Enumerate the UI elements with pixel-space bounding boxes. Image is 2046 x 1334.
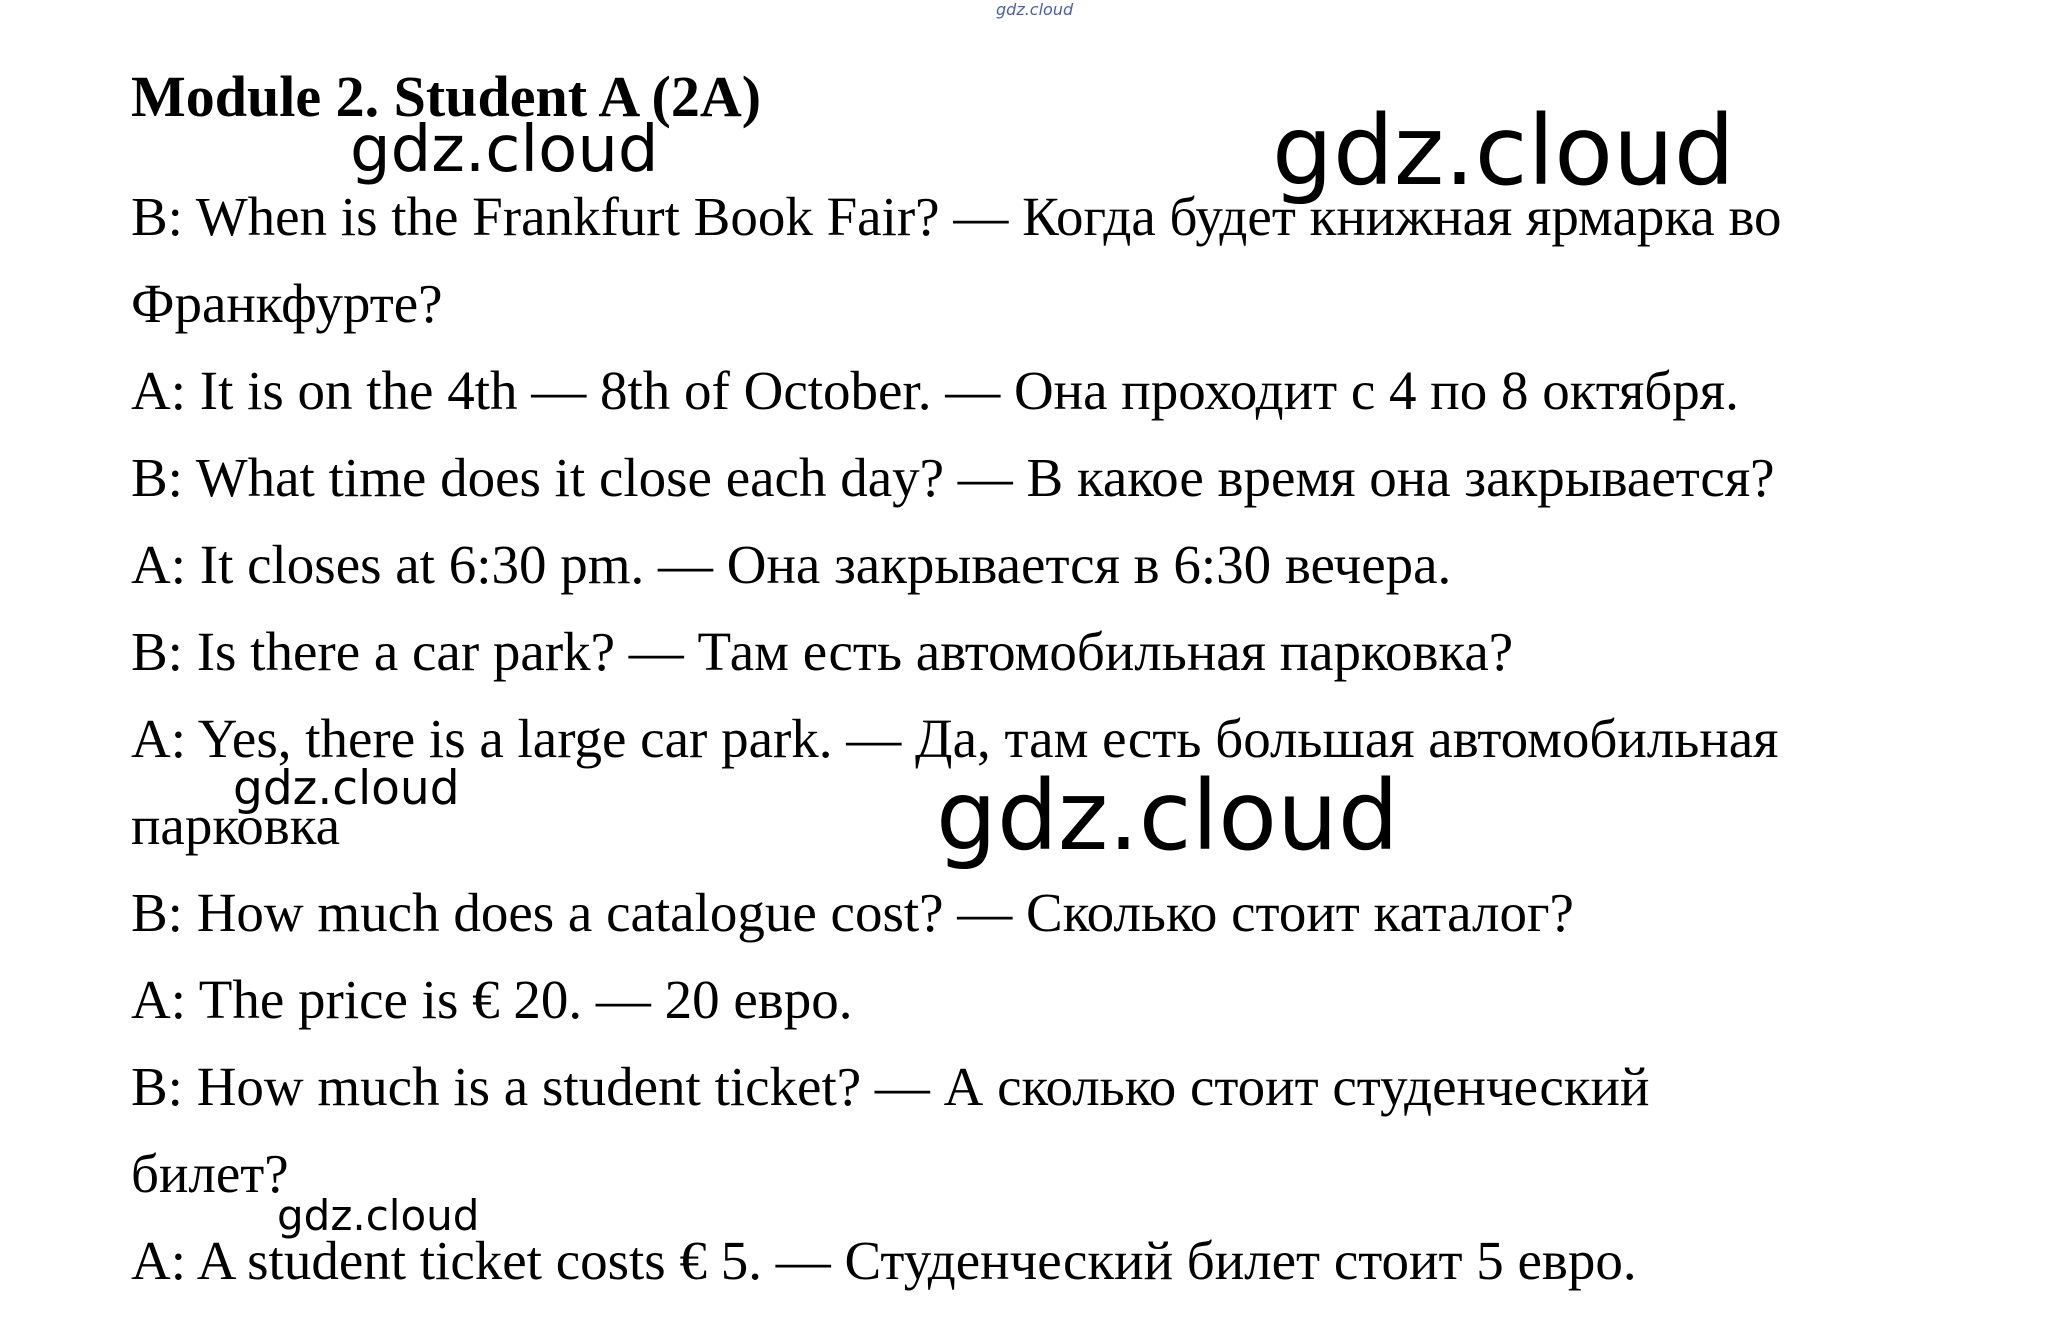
dialogue-line-9-continued: билет? xyxy=(131,1143,289,1204)
watermark-d: gdz.cloud xyxy=(936,760,1399,872)
dialogue-line-4: A: It closes at 6:30 pm. — Она закрывается в 6:30 вечера. xyxy=(131,534,1452,595)
dialogue-line-1: B: When is the Frankfurt Book Fair? — Когда будет книжная ярмарка во xyxy=(131,186,1782,247)
dialogue-line-1-continued: Франкфурте? xyxy=(131,273,443,334)
dialogue-line-9: B: How much is a student ticket? — А сколько стоит студенческий xyxy=(131,1056,1650,1117)
dialogue-line-7: B: How much does a catalogue cost? — Сколько стоит каталог? xyxy=(131,882,1574,943)
watermark-e: gdz.cloud xyxy=(277,1191,480,1240)
dialogue-line-10: A: A student ticket costs € 5. — Студенческий билет стоит 5 евро. xyxy=(131,1230,1637,1291)
module-title: Module 2. Student A (2A) xyxy=(131,64,762,129)
dialogue-line-5: B: Is there a car park? — Там есть автомобильная парковка? xyxy=(131,621,1514,682)
dialogue-line-6: A: Yes, there is a large car park. — Да, там есть большая автомобильная xyxy=(131,708,1779,769)
watermark-b: gdz.cloud xyxy=(1272,95,1735,207)
watermark-a: gdz.cloud xyxy=(350,113,659,187)
watermark-c: gdz.cloud xyxy=(233,761,460,816)
dialogue-line-2: A: It is on the 4th — 8th of October. — Она проходит с 4 по 8 октября. xyxy=(131,360,1739,421)
dialogue-line-6-continued: парковка xyxy=(131,795,341,856)
dialogue-line-8: A: The price is € 20. — 20 евро. xyxy=(131,969,853,1030)
dialogue-line-3: B: What time does it close each day? — В какое время она закрывается? xyxy=(131,447,1775,508)
watermark-top: gdz.cloud xyxy=(996,0,1074,19)
